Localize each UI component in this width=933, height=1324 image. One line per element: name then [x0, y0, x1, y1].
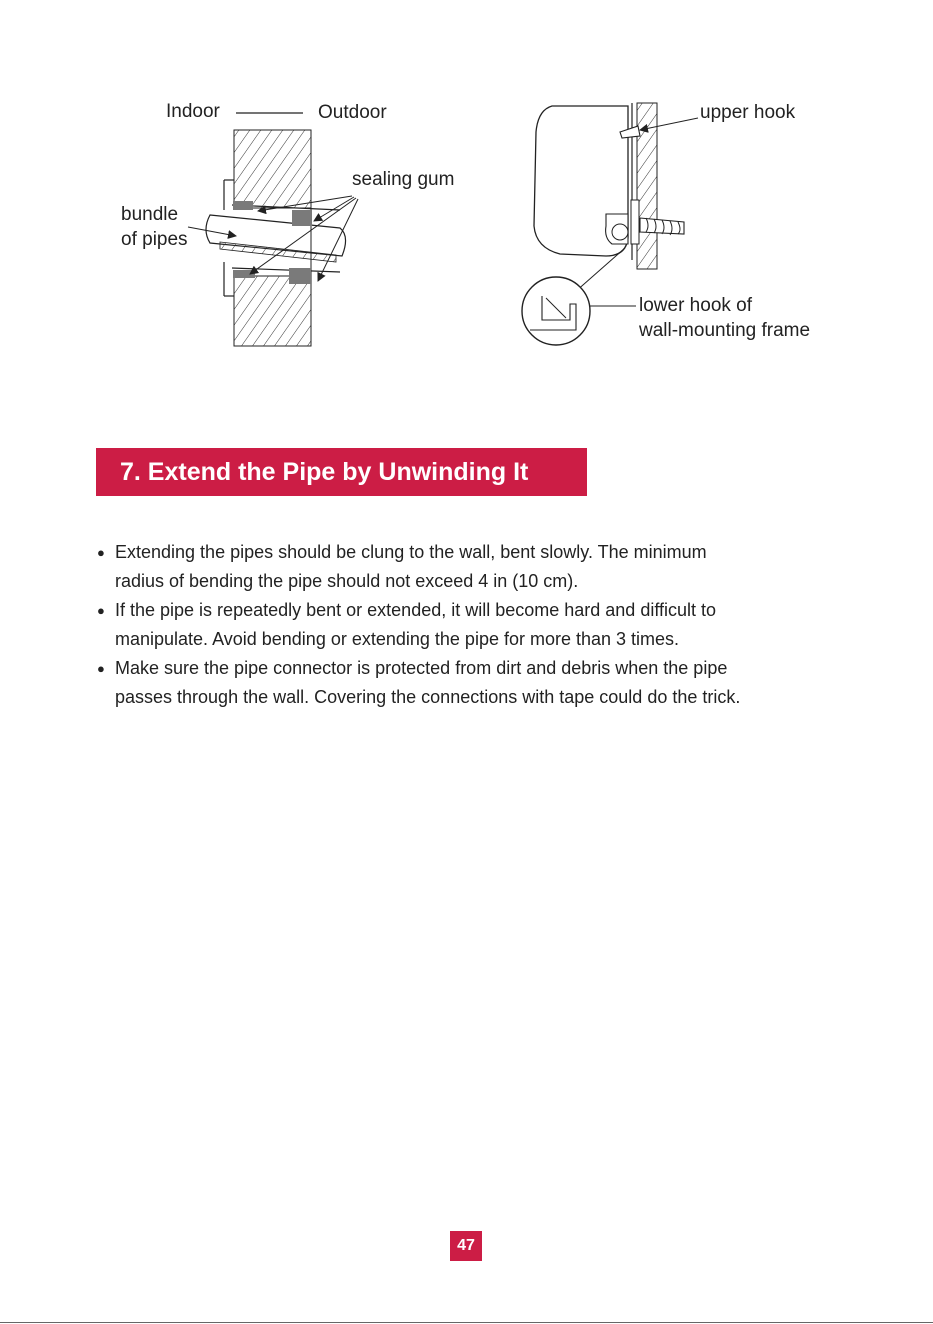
section-title: 7. Extend the Pipe by Unwinding It	[96, 448, 587, 496]
lower-hook-detail-circle	[522, 277, 590, 345]
list-item-line: passes through the wall. Covering the connections with tape could do the trick.	[115, 687, 741, 707]
label-upper-hook: upper hook	[700, 102, 796, 123]
list-item	[96, 654, 856, 712]
list-item-line: If the pipe is repeatedly bent or extended, it will become hard and difficult to	[115, 600, 717, 620]
list-item	[96, 596, 856, 654]
mount-wall	[637, 103, 657, 269]
list-item-line: radius of bending the pipe should not exceed 4 in (10 cm).	[115, 571, 579, 591]
bullet-icon: ●	[97, 661, 105, 676]
instruction-list	[96, 538, 856, 712]
page-number: 47	[450, 1231, 482, 1261]
label-indoor: Indoor	[166, 101, 220, 122]
label-sealing-gum: sealing gum	[352, 169, 455, 190]
list-item	[96, 538, 856, 596]
label-bundle-line2: of pipes	[121, 229, 188, 250]
label-outdoor: Outdoor	[318, 102, 387, 123]
list-item-line: Make sure the pipe connector is protected from dirt and debris when the pipe	[115, 658, 728, 678]
label-lower-hook-line2: wall-mounting frame	[639, 320, 811, 341]
list-item-line: Extending the pipes should be clung to the wall, bent slowly. The minimum	[115, 542, 707, 562]
label-lower-hook-line1: lower hook of	[639, 295, 753, 316]
bullet-icon: ●	[97, 603, 105, 618]
bottom-divider	[0, 1322, 933, 1323]
list-item-line: manipulate. Avoid bending or extending the pipe for more than 3 times.	[115, 629, 680, 649]
bullet-icon: ●	[97, 545, 105, 560]
label-bundle-line1: bundle	[121, 204, 179, 225]
